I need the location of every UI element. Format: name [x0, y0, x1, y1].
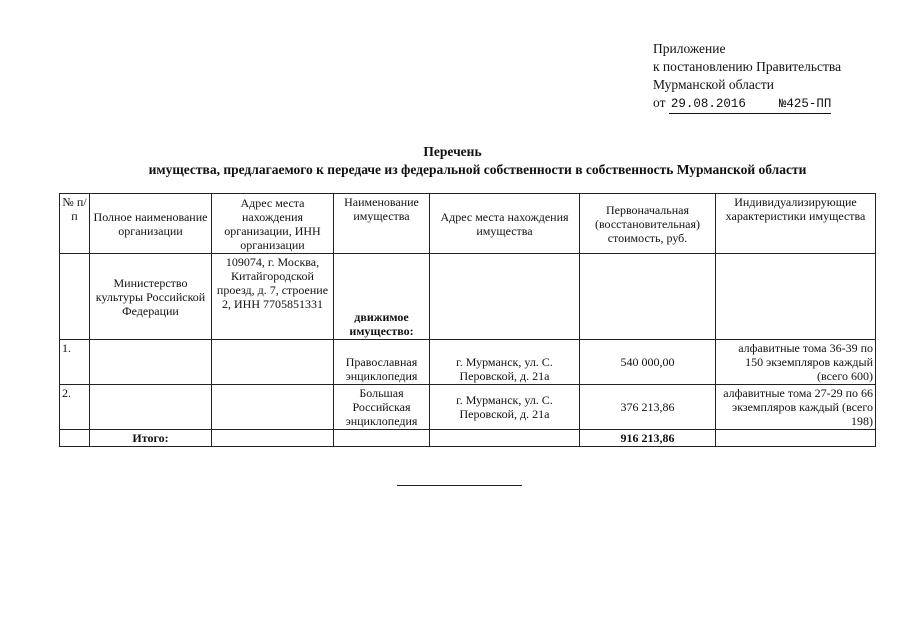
cell-org-address: 109074, г. Москва, Китайгородской проезд, д. 7, строение 2, ИНН 7705851331 [212, 254, 334, 340]
cell-empty [212, 385, 334, 430]
cell-empty [90, 385, 212, 430]
title-line-2: имущества, предлагаемого к передаче из федеральной собственности в собственность Мурманской области [148, 162, 807, 177]
header-characteristics: Индивидуализирующие характеристики имущества [716, 194, 876, 254]
header-num: № п/п [60, 194, 90, 254]
cell-empty [430, 254, 580, 340]
cell-cost: 376 213,86 [580, 385, 716, 430]
cell-property-group: движимое имущество: [334, 254, 430, 340]
cell-empty [212, 340, 334, 385]
header-property-name: Наименование имущества [334, 194, 430, 254]
cell-num: 1. [60, 340, 90, 385]
cell-empty [580, 254, 716, 340]
cell-property-address: г. Мурманск, ул. С. Перовской, д. 21а [430, 385, 580, 430]
cell-org-name: Министерство культуры Российской Федерации [90, 254, 212, 340]
closing-divider-line [397, 485, 522, 486]
table-header-row [60, 194, 876, 254]
appendix-line-2: к постановлению Правительства [653, 59, 842, 74]
cell-empty [430, 430, 580, 447]
header-org-address: Адрес места нахождения организации, ИНН организации [212, 194, 334, 254]
table-row-total [60, 430, 876, 447]
appendix-line-3: Мурманской области [653, 77, 774, 92]
cell-cost: 540 000,00 [580, 340, 716, 385]
cell-characteristics: алфавитные тома 27-29 по 66 экземпляров каждый (всего 198) [716, 385, 876, 430]
document-title [0, 143, 905, 179]
cell-total-cost: 916 213,86 [580, 430, 716, 447]
date-prefix: от [653, 95, 666, 110]
cell-num: 2. [60, 385, 90, 430]
cell-property-address: г. Мурманск, ул. С. Перовской, д. 21а [430, 340, 580, 385]
cell-empty [716, 430, 876, 447]
cell-property-name: Большая Российская энциклопедия [334, 385, 430, 430]
header-org-name: Полное наименование организации [90, 194, 212, 254]
header-property-address: Адрес места нахождения имущества [430, 194, 580, 254]
table-row-organization [60, 254, 876, 340]
cell-empty [60, 430, 90, 447]
table-row [60, 340, 876, 385]
appendix-line-1: Приложение [653, 41, 726, 56]
cell-empty [212, 430, 334, 447]
cell-characteristics: алфавитные тома 36-39 по 150 экземпляров каждый (всего 600) [716, 340, 876, 385]
property-table [59, 193, 876, 447]
resolution-number: №425-ПП [779, 95, 832, 114]
cell-empty [60, 254, 90, 340]
cell-empty [334, 430, 430, 447]
cell-empty [716, 254, 876, 340]
appendix-date-line [653, 94, 841, 114]
cell-total-label: Итого: [90, 430, 212, 447]
cell-empty [90, 340, 212, 385]
table-row [60, 385, 876, 430]
title-line-1: Перечень [423, 144, 482, 159]
header-cost: Первоначальная (восстановительная) стоимость, руб. [580, 194, 716, 254]
appendix-header [653, 40, 841, 114]
resolution-date: 29.08.2016 [669, 95, 779, 114]
cell-property-name: Православная энциклопедия [334, 340, 430, 385]
